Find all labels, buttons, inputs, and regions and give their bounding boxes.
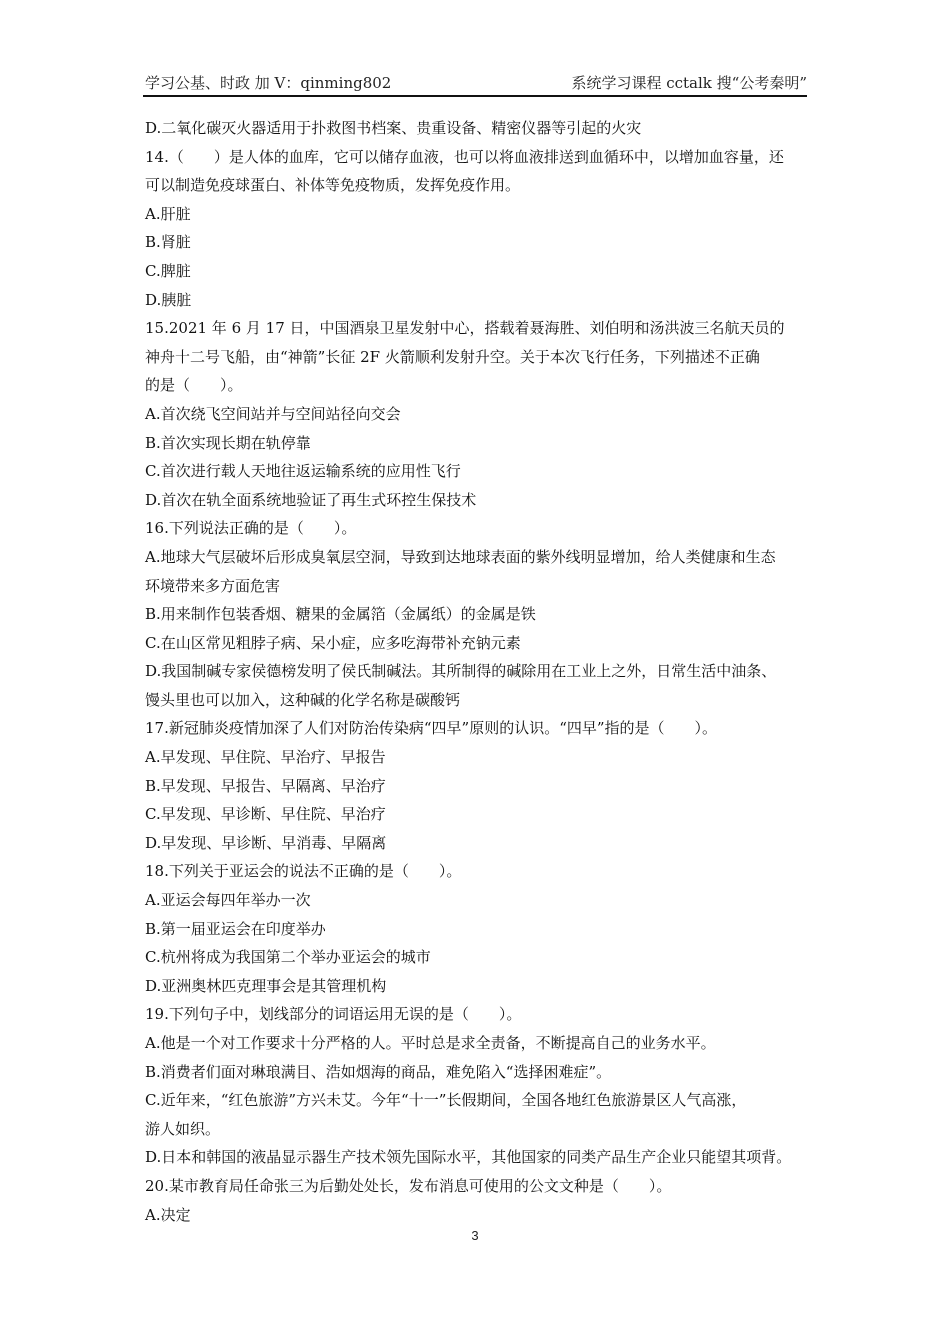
text-line: A.首次绕飞空间站并与空间站径向交会 — [145, 404, 401, 423]
page-number: 3 — [471, 1228, 479, 1243]
text-line: D.首次在轨全面系统地验证了再生式环控生保技术 — [145, 490, 477, 509]
text-line: 20.某市教育局任命张三为后勤处处长，发布消息可使用的公文文种是（ ）。 — [145, 1176, 672, 1195]
header-divider — [143, 95, 807, 97]
text-line: C.杭州将成为我国第二个举办亚运会的城市 — [145, 948, 431, 967]
text-line: B.用来制作包装香烟、糖果的金属箔（金属纸）的金属是铁 — [145, 605, 536, 624]
text-line: 馒头里也可以加入，这种碱的化学名称是碳酸钙 — [145, 690, 461, 709]
document-body — [145, 114, 810, 1229]
text-line: 17.新冠肺炎疫情加深了人们对防治传染病“四早”原则的认识。“四早”指的是（ ）。 — [145, 719, 718, 738]
text-line: 18.下列关于亚运会的说法不正确的是（ ）。 — [145, 862, 462, 881]
text-line: D.日本和韩国的液晶显示器生产技术领先国际水平，其他国家的同类产品生产企业只能望其项背。 — [145, 1148, 792, 1167]
text-line: 的是（ ）。 — [145, 376, 243, 395]
text-line: 19.下列句子中，划线部分的词语运用无误的是（ ）。 — [145, 1005, 522, 1024]
text-line: A.决定 — [145, 1205, 191, 1224]
text-line: D.二氧化碳灭火器适用于扑救图书档案、贵重设备、精密仪器等引起的火灾 — [145, 119, 642, 137]
text-line: 14.（ ）是人体的血库，它可以储存血液，也可以将血液排送到血循环中，以增加血容量，还 — [145, 147, 784, 166]
text-line: B.第一届亚运会在印度举办 — [145, 919, 326, 938]
text-line: D.我国制碱专家侯德榜发明了侯氏制碱法。其所制得的碱除用在工业上之外，日常生活中油条、 — [145, 662, 777, 681]
header-left-text: 学习公基、时政 加 V：qinming802 — [145, 74, 392, 92]
text-line: 游人如织。 — [145, 1119, 221, 1138]
text-line: A.他是一个对工作要求十分严格的人。平时总是求全责备，不断提高自己的业务水平。 — [145, 1034, 716, 1052]
text-line: 环境带来多方面危害 — [145, 576, 281, 595]
text-line: D.亚洲奥林匹克理事会是其管理机构 — [145, 976, 387, 995]
text-line: B.肾脏 — [145, 233, 191, 252]
text-line: 16.下列说法正确的是（ ）。 — [145, 519, 357, 538]
header-right-text: 系统学习课程 cctalk 搜“公考秦明” — [571, 74, 807, 92]
text-line: D.胰脏 — [145, 290, 192, 309]
text-line: A.肝脏 — [145, 204, 191, 223]
text-line: B.早发现、早报告、早隔离、早治疗 — [145, 776, 386, 795]
text-line: A.亚运会每四年举办一次 — [145, 891, 311, 910]
text-line: C.早发现、早诊断、早住院、早治疗 — [145, 805, 386, 824]
text-line: 神舟十二号飞船，由“神箭”长征 2F 火箭顺利发射升空。关于本次飞行任务，下列描述不正确 — [145, 347, 760, 366]
page-header — [145, 68, 807, 92]
text-line: C.在山区常见粗脖子病、呆小症，应多吃海带补充钠元素 — [145, 633, 521, 652]
text-line: C.脾脏 — [145, 261, 191, 280]
text-line: C.首次进行载人天地往返运输系统的应用性飞行 — [145, 462, 461, 481]
text-line: B.首次实现长期在轨停靠 — [145, 433, 311, 452]
text-line: A.早发现、早住院、早治疗、早报告 — [145, 748, 386, 767]
text-line: B.消费者们面对琳琅满目、浩如烟海的商品，难免陷入“选择困难症”。 — [145, 1062, 612, 1081]
text-line: A.地球大气层破坏后形成臭氧层空洞，导致到达地球表面的紫外线明显增加，给人类健康和生态 — [145, 547, 776, 566]
text-line: 15.2021 年 6 月 17 日，中国酒泉卫星发射中心，搭载着聂海胜、刘伯明和汤洪波三名航天员的 — [145, 319, 785, 338]
text-line: 可以制造免疫球蛋白、补体等免疫物质，发挥免疫作用。 — [145, 176, 521, 195]
text-line: C.近年来，“红色旅游”方兴未艾。今年“十一”长假期间，全国各地红色旅游景区人气高涨， — [145, 1091, 747, 1110]
text-line: D.早发现、早诊断、早消毒、早隔离 — [145, 833, 387, 852]
